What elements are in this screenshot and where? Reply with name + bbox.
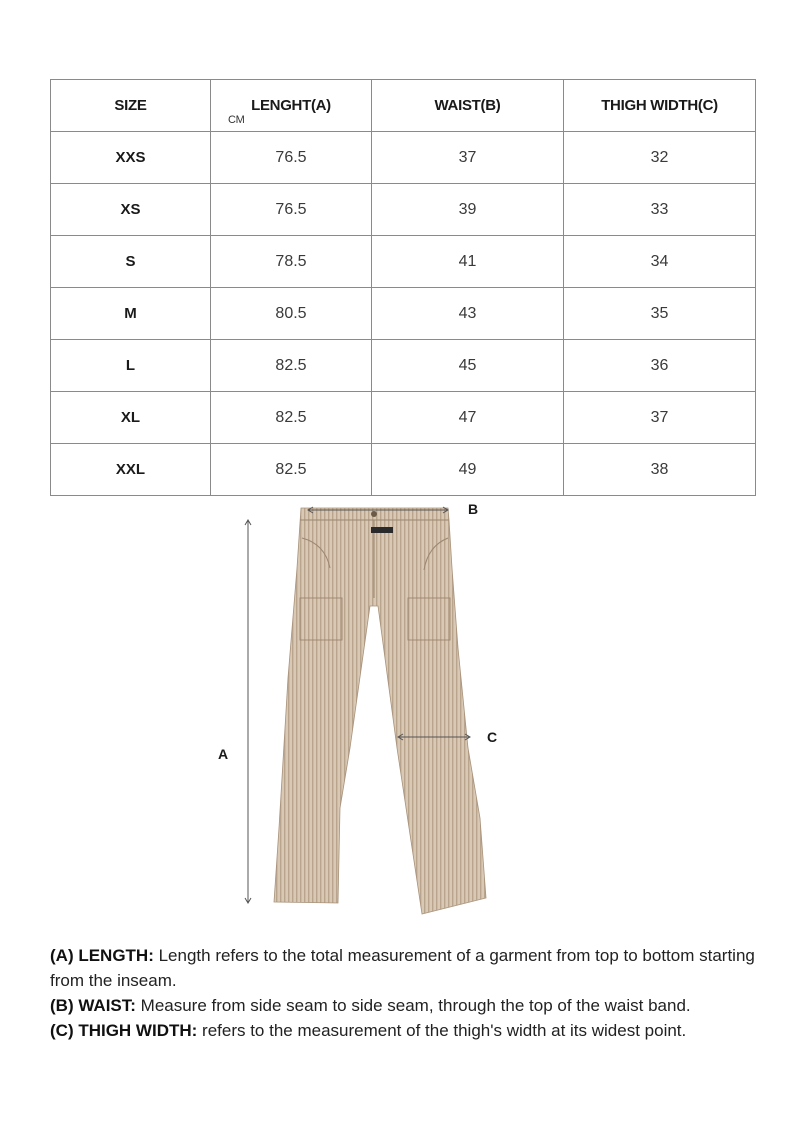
label-b: B xyxy=(468,501,479,517)
cell-waist: 39 xyxy=(372,184,564,236)
cell-thigh-width: 38 xyxy=(564,444,756,496)
table-row xyxy=(51,392,756,444)
cell-waist: 43 xyxy=(372,288,564,340)
cell-size: XS xyxy=(51,184,211,236)
size-chart-table xyxy=(50,79,756,496)
header-thigh-width: THIGH WIDTH(C) xyxy=(564,80,756,132)
header-length xyxy=(211,80,372,132)
brand-label xyxy=(371,527,393,533)
cell-length: 80.5 xyxy=(211,288,372,340)
cell-thigh-width: 36 xyxy=(564,340,756,392)
cell-length: 78.5 xyxy=(211,236,372,288)
cell-length: 82.5 xyxy=(211,392,372,444)
note-thigh-term: (C) THIGH WIDTH: xyxy=(50,1021,198,1040)
label-c: C xyxy=(487,729,498,745)
waist-button xyxy=(371,511,377,517)
cell-size: L xyxy=(51,340,211,392)
cell-length: 82.5 xyxy=(211,444,372,496)
note-length-term: (A) LENGTH: xyxy=(50,946,154,965)
label-a: A xyxy=(218,746,229,762)
cell-waist: 41 xyxy=(372,236,564,288)
cell-length: 76.5 xyxy=(211,184,372,236)
cell-waist: 47 xyxy=(372,392,564,444)
header-length-label: LENGHT(A) xyxy=(251,97,331,114)
table-header-row xyxy=(51,80,756,132)
note-thigh-text: refers to the measurement of the thigh's width at its widest point. xyxy=(197,1021,687,1040)
note-length-text: Length refers to the total measurement of a garment from top to bottom starting from the inseam. xyxy=(50,946,755,990)
header-waist: WAIST(B) xyxy=(372,80,564,132)
cell-size: S xyxy=(51,236,211,288)
cell-thigh-width: 37 xyxy=(564,392,756,444)
cell-thigh-width: 34 xyxy=(564,236,756,288)
cell-waist: 45 xyxy=(372,340,564,392)
table-row xyxy=(51,236,756,288)
measurement-notes xyxy=(50,943,770,1043)
table-row xyxy=(51,444,756,496)
table-body xyxy=(51,132,756,496)
cell-thigh-width: 33 xyxy=(564,184,756,236)
note-waist-term: (B) WAIST: xyxy=(50,996,136,1015)
note-waist xyxy=(50,993,770,1018)
note-thigh-width xyxy=(50,1018,770,1043)
cell-length: 82.5 xyxy=(211,340,372,392)
table-row xyxy=(51,288,756,340)
note-length xyxy=(50,943,770,993)
cell-size: XXS xyxy=(51,132,211,184)
cell-size: XL xyxy=(51,392,211,444)
cell-thigh-width: 35 xyxy=(564,288,756,340)
cell-waist: 37 xyxy=(372,132,564,184)
cell-waist: 49 xyxy=(372,444,564,496)
pants-measurement-diagram xyxy=(200,498,520,918)
cell-size: M xyxy=(51,288,211,340)
note-waist-text: Measure from side seam to side seam, through the top of the waist band. xyxy=(135,996,691,1015)
cell-length: 76.5 xyxy=(211,132,372,184)
pants-silhouette xyxy=(274,508,486,914)
table-row xyxy=(51,340,756,392)
unit-label: CM xyxy=(228,114,245,126)
header-size: SIZE xyxy=(51,80,211,132)
cell-thigh-width: 32 xyxy=(564,132,756,184)
table-row xyxy=(51,184,756,236)
table-row xyxy=(51,132,756,184)
cell-size: XXL xyxy=(51,444,211,496)
